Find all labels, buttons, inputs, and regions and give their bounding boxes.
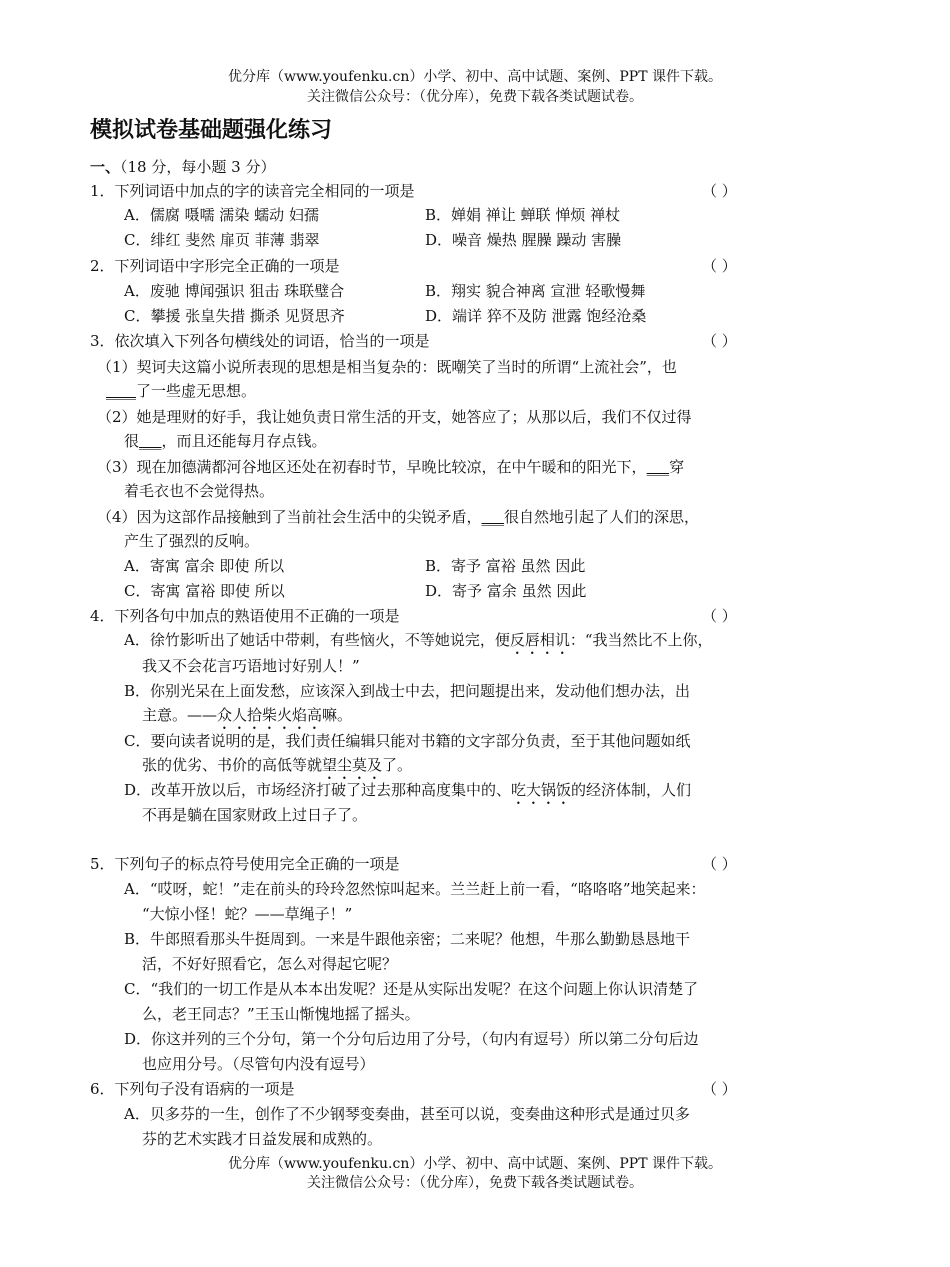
- q4-option-a: [124, 629, 713, 658]
- q4-option-a-cont: 我又不会花言巧语地讨好别人！”: [142, 657, 360, 675]
- q2-option-a: A．废驰 博闻强识 狙击 珠联璧合: [124, 282, 345, 300]
- q3-stem: 3．依次填入下列各句横线处的词语，恰当的一项是: [90, 332, 430, 350]
- q5-option-b-cont: 活，不好好照看它，怎么对得起它呢？: [142, 955, 398, 973]
- page-footer-line-1: 优分库（www.youfenku.cn）小学、初中、高中试题、案例、PPT 课件下载。: [227, 1156, 722, 1172]
- q3-sentence-2-rest: ，而且还能每月存点钱。: [161, 432, 327, 450]
- q5-answer-paren[interactable]: （ ）: [702, 855, 737, 873]
- q5-option-a-cont: “大惊小怪！蛇？——草绳子！”: [142, 905, 353, 923]
- q2-answer-paren[interactable]: （ ）: [702, 257, 737, 275]
- q4-c-pre: 张的优劣、书价的高低等就: [142, 756, 323, 774]
- q4-stem: 4．下列各句中加点的熟语使用不正确的一项是: [90, 607, 400, 625]
- q4-option-c: C．要向读者说明的是，我们责任编辑只能对书籍的文字部分负责，至于其他问题如纸: [124, 732, 691, 750]
- q1-option-d: D．噪音 燥热 腥臊 躁动 害臊: [425, 231, 622, 249]
- page-header-line-2: 关注微信公众号：（优分库），免费下载各类试题试卷。: [307, 89, 643, 105]
- q5-stem: 5．下列句子的标点符号使用完全正确的一项是: [90, 855, 400, 873]
- q3-blank-2[interactable]: ___: [139, 432, 162, 450]
- q4-option-b: B．你别光呆在上面发愁，应该深入到战士中去，把问题提出来，发动他们想办法，出: [124, 682, 691, 700]
- q4-option-b-cont: [142, 704, 352, 733]
- q3-sentence-2-cont: [124, 430, 327, 452]
- q4-a-idiom: 反唇相讥: [509, 631, 570, 649]
- q2-stem: 2．下列词语中字形完全正确的一项是: [90, 257, 340, 275]
- q3-blank-3[interactable]: ___: [646, 458, 670, 476]
- q4-answer-paren[interactable]: （ ）: [702, 607, 737, 625]
- q5-option-c: C．“我们的一切工作是从本本出发呢？还是从实际出发呢？在这个问题上你认识清楚了: [124, 980, 699, 998]
- q4-b-pre: 主意。——: [142, 706, 218, 724]
- q5-option-d-cont: 也应用分号。（尽管句内没有逗号）: [142, 1055, 375, 1073]
- q5-option-c-cont: 么，老王同志？”王玉山惭愧地摇了摇头。: [142, 1005, 420, 1023]
- q3-option-a: A．寄寓 富余 即使 所以: [124, 557, 285, 575]
- q4-c-post: 了。: [382, 756, 413, 774]
- q3-sentence-3-cont: 着毛衣也不会觉得热。: [124, 482, 275, 500]
- q2-option-c: C．攀援 张皇失措 撕杀 见贤思齐: [124, 307, 345, 325]
- section-number: 一、: [90, 158, 121, 176]
- q3-sentence-1-rest: 了一些虚无思想。: [136, 382, 257, 400]
- q4-d-post: 的经济体制，人们: [571, 781, 692, 799]
- q6-stem: 6．下列句子没有语病的一项是: [90, 1080, 295, 1098]
- q1-option-b: B．婵娟 禅让 蝉联 惮烦 禅杖: [425, 206, 621, 224]
- q3-sentence-3: [97, 456, 684, 478]
- q4-a-pre: A．徐竹影听出了她话中带刺，有些恼火，不等她说完，便: [124, 631, 510, 649]
- q6-answer-paren[interactable]: （ ）: [702, 1080, 737, 1098]
- q4-b-idiom: 众人拾柴火焰高: [217, 706, 323, 724]
- q3-option-c: C．寄寓 富裕 即使 所以: [124, 582, 285, 600]
- page-title: 模拟试卷基础题强化练习: [90, 118, 333, 143]
- section-heading: [90, 156, 275, 178]
- page-header-line-1: 优分库（www.youfenku.cn）小学、初中、高中试题、案例、PPT 课件下载。: [227, 69, 722, 85]
- q4-c-idiom: 望尘莫及: [322, 756, 383, 774]
- q3-sentence-4: [97, 506, 699, 528]
- q3-sentence-1: （1）契诃夫这篇小说所表现的思想是相当复杂的：既嘲笑了当时的所谓“上流社会”，也: [97, 358, 677, 376]
- q4-b-post: 嘛。: [322, 706, 353, 724]
- q2-option-d: D．端详 猝不及防 泄露 饱经沧桑: [425, 307, 647, 325]
- q5-option-d: D．你这并列的三个分句，第一个分句后边用了分号，（句内有逗号）所以第二分句后边: [124, 1030, 699, 1048]
- page-footer-line-2: 关注微信公众号：（优分库），免费下载各类试题试卷。: [307, 1175, 643, 1191]
- q1-stem: 1．下列词语中加点的字的读音完全相同的一项是: [90, 182, 415, 200]
- q6-option-a: A．贝多芬的一生，创作了不少钢琴变奏曲，甚至可以说，变奏曲这种形式是通过贝多: [124, 1105, 690, 1123]
- q4-a-post: ：“我当然比不上你，: [569, 631, 713, 649]
- q5-option-a: A．“哎呀，蛇！”走在前头的玲玲忽然惊叫起来。兰兰赶上前一看，“咯咯咯”地笑起来：: [124, 880, 706, 898]
- q4-option-d-cont: 不再是躺在国家财政上过日子了。: [142, 806, 368, 824]
- q3-blank-4[interactable]: ___: [481, 508, 505, 526]
- q3-option-b: B．寄予 富裕 虽然 因此: [425, 557, 586, 575]
- q3-sentence-4-cont: 产生了强烈的反响。: [124, 532, 260, 550]
- q4-d-idiom: 吃大锅饭: [511, 781, 572, 799]
- q3-sentence-2-pre: 很: [124, 432, 140, 450]
- q3-sentence-4-rest: 很自然地引起了人们的深思，: [504, 508, 700, 526]
- q3-sentence-4-pre: （4）因为这部作品接触到了当前社会生活中的尖锐矛盾，: [97, 508, 482, 526]
- q3-blank-1[interactable]: ____: [106, 382, 136, 400]
- q4-d-pre: D．改革开放以后，市场经济打破了过去那种高度集中的、: [124, 781, 512, 799]
- q3-sentence-3-pre: （3）现在加德满都河谷地区还处在初春时节，早晚比较凉，在中午暖和的阳光下，: [97, 458, 647, 476]
- q3-sentence-2: （2）她是理财的好手，我让她负责日常生活的开支，她答应了；从那以后，我们不仅过得: [97, 408, 692, 426]
- q3-sentence-1-cont: [106, 380, 256, 402]
- q5-option-b: B．牛郎照看那头牛挺周到。一来是牛跟他亲密；二来呢？他想，牛那么勤勤恳恳地干: [124, 930, 691, 948]
- q3-option-d: D．寄予 富余 虽然 因此: [425, 582, 587, 600]
- q3-answer-paren[interactable]: （ ）: [702, 332, 737, 350]
- q1-option-a: A．儒腐 嗫嚅 濡染 蠕动 妇孺: [124, 206, 319, 224]
- q1-answer-paren[interactable]: （ ）: [702, 182, 737, 200]
- q1-option-c: C．绯红 斐然 扉页 菲薄 翡翠: [124, 231, 320, 249]
- section-score: （18 分，每小题 3 分）: [120, 158, 276, 176]
- q6-option-a-cont: 芬的艺术实践才日益发展和成熟的。: [142, 1130, 383, 1148]
- q2-option-b: B．翔实 貌合神离 宣泄 轻歌慢舞: [425, 282, 646, 300]
- q3-sentence-3-rest: 穿: [669, 458, 685, 476]
